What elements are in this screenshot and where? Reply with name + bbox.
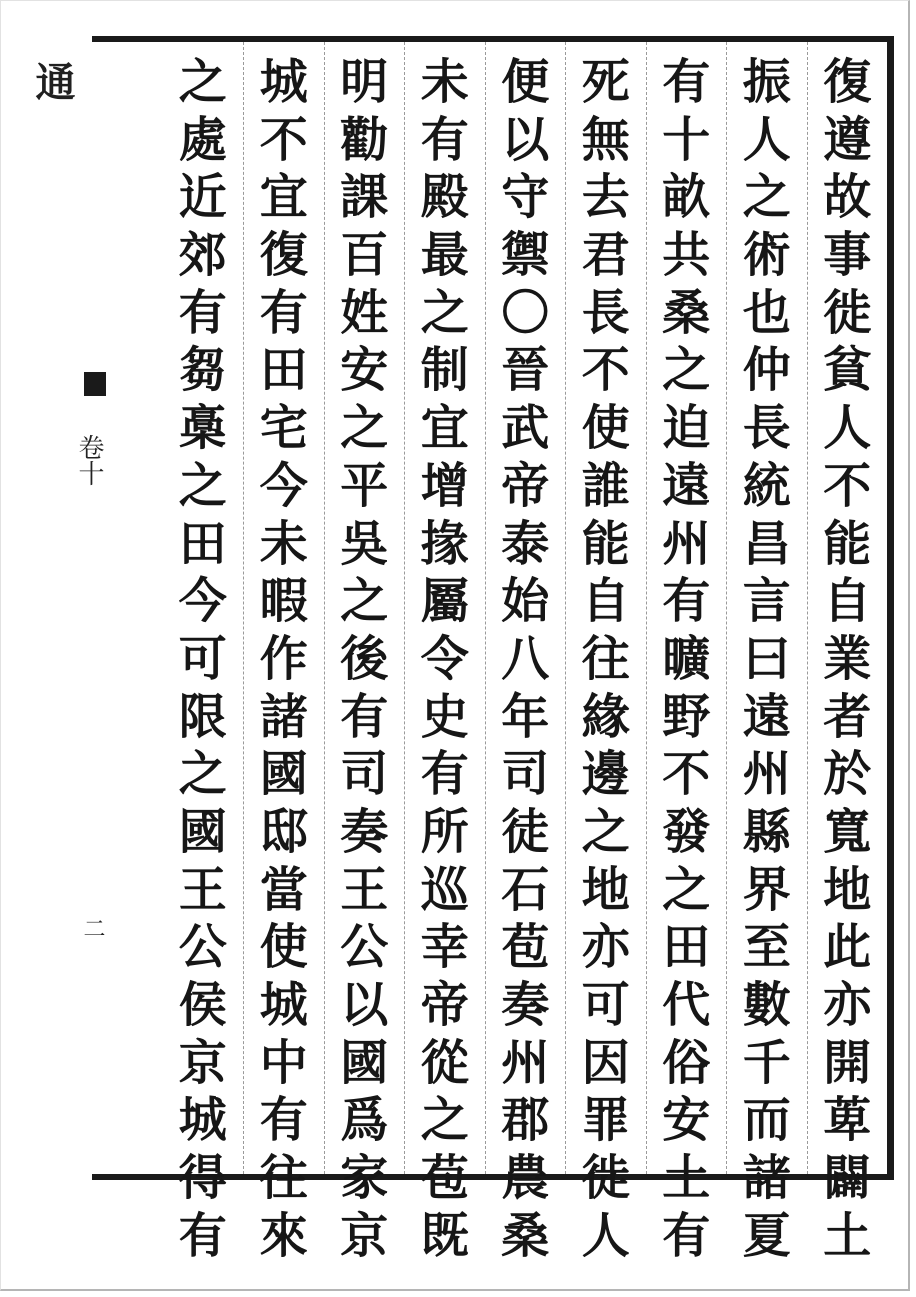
glyph: 之 [178,54,227,110]
glyph: 課 [340,169,389,226]
text-column [726,42,807,1264]
glyph: 作 [259,630,308,687]
glyph: 守 [501,169,550,226]
glyph: 州 [662,515,711,572]
glyph: 有 [420,746,469,803]
glyph: 界 [742,861,791,918]
glyph: 後 [340,630,389,687]
glyph: 增 [420,457,469,514]
glyph: 令 [420,630,469,687]
glyph: 復 [823,54,872,110]
glyph: 奏 [501,977,550,1033]
glyph: 人 [581,1207,630,1264]
glyph: 便 [501,54,550,110]
glyph: 宅 [259,400,308,457]
glyph: 今 [178,573,227,630]
margin-page-number: 二 [80,917,105,939]
glyph: 之 [420,284,469,341]
glyph: 未 [259,515,308,572]
glyph: 無 [581,111,630,168]
glyph: 之 [340,400,389,457]
text-column [485,42,566,1264]
glyph: 也 [742,284,791,341]
text-column [243,42,324,1264]
glyph: 人 [742,111,791,168]
glyph: 州 [742,746,791,803]
glyph: 泰 [501,515,550,572]
glyph: 桑 [501,1207,550,1264]
glyph: 吳 [340,515,389,572]
glyph: 地 [823,861,872,918]
margin-volume-mark: 卷十 [74,434,104,486]
text-column [646,42,727,1264]
glyph: 槀 [178,400,227,457]
glyph: 仲 [742,342,791,399]
glyph: 所 [420,803,469,860]
glyph: 八 [501,630,550,687]
glyph: 罪 [581,1092,630,1149]
glyph: 遠 [662,457,711,514]
glyph: 宜 [420,400,469,457]
glyph: 殿 [420,169,469,226]
glyph: 姓 [340,284,389,341]
glyph: 曠 [662,630,711,687]
glyph: 貧 [823,342,872,399]
glyph: 今 [259,457,308,514]
glyph: 昌 [742,515,791,572]
glyph: 不 [662,746,711,803]
glyph: 既 [420,1207,469,1264]
glyph: 者 [823,688,872,745]
glyph: 振 [742,54,791,110]
glyph: 故 [823,169,872,226]
glyph: 爲 [340,1092,389,1149]
glyph: 之 [581,803,630,860]
glyph: 有 [420,111,469,168]
glyph: 野 [662,688,711,745]
glyph: 自 [823,573,872,630]
glyph: 去 [581,169,630,226]
glyph: 畝 [662,169,711,226]
glyph: 侯 [178,977,227,1033]
glyph: 公 [178,919,227,976]
glyph: 亦 [823,977,872,1033]
glyph: 近 [178,169,227,226]
glyph: 發 [662,803,711,860]
glyph: 術 [742,227,791,284]
glyph: 以 [501,111,550,168]
glyph: 家 [340,1150,389,1207]
glyph: 帝 [501,457,550,514]
glyph: 以 [340,977,389,1033]
glyph: 遠 [742,688,791,745]
glyph: 史 [420,688,469,745]
glyph: 闢 [823,1150,872,1207]
glyph: 幸 [420,919,469,976]
glyph: 統 [742,457,791,514]
glyph: 數 [742,977,791,1033]
glyph: 長 [742,400,791,457]
glyph: 於 [823,746,872,803]
glyph: 〇 [501,284,550,341]
glyph: 苞 [501,919,550,976]
glyph: 俗 [662,1034,711,1091]
glyph: 芻 [178,342,227,399]
glyph: 寬 [823,803,872,860]
glyph: 君 [581,227,630,284]
glyph: 司 [501,746,550,803]
glyph: 平 [340,457,389,514]
glyph: 至 [742,919,791,976]
glyph: 處 [178,111,227,168]
glyph: 王 [340,861,389,918]
glyph: 最 [420,227,469,284]
glyph: 掾 [420,515,469,572]
margin-title: 通 [29,61,76,101]
glyph: 使 [259,919,308,976]
text-block [92,36,894,1264]
glyph: 京 [178,1034,227,1091]
glyph: 徙 [823,284,872,341]
glyph: 之 [662,342,711,399]
glyph: 事 [823,227,872,284]
glyph: 諸 [742,1150,791,1207]
glyph: 萆 [823,1092,872,1149]
glyph: 有 [259,284,308,341]
glyph: 石 [501,861,550,918]
glyph: 可 [178,630,227,687]
glyph: 苞 [420,1150,469,1207]
text-columns [92,42,887,1264]
glyph: 未 [420,54,469,110]
glyph: 中 [259,1034,308,1091]
glyph: 土 [823,1207,872,1264]
glyph: 邊 [581,746,630,803]
glyph: 田 [178,515,227,572]
glyph: 誰 [581,457,630,514]
glyph: 長 [581,284,630,341]
glyph: 能 [581,515,630,572]
glyph: 夏 [742,1207,791,1264]
glyph: 言 [742,573,791,630]
glyph: 限 [178,688,227,745]
glyph: 來 [259,1207,308,1264]
glyph: 禦 [501,227,550,284]
glyph: 復 [259,227,308,284]
glyph: 遵 [823,111,872,168]
glyph: 緣 [581,688,630,745]
glyph: 京 [340,1207,389,1264]
glyph: 曰 [742,630,791,687]
glyph: 城 [259,54,308,110]
glyph: 武 [501,400,550,457]
glyph: 從 [420,1034,469,1091]
text-column [404,42,485,1264]
glyph: 人 [823,400,872,457]
glyph: 之 [178,746,227,803]
glyph: 而 [742,1092,791,1149]
glyph: 晉 [501,342,550,399]
glyph: 共 [662,227,711,284]
glyph: 地 [581,861,630,918]
glyph: 州 [501,1034,550,1091]
glyph: 桑 [662,284,711,341]
glyph: 巡 [420,861,469,918]
glyph: 業 [823,630,872,687]
glyph: 不 [581,342,630,399]
text-column [807,42,888,1264]
glyph: 之 [662,861,711,918]
glyph: 之 [178,457,227,514]
glyph: 土 [662,1150,711,1207]
glyph: 安 [662,1092,711,1149]
glyph: 安 [340,342,389,399]
glyph: 千 [742,1034,791,1091]
glyph: 自 [581,573,630,630]
glyph: 代 [662,977,711,1033]
glyph: 亦 [581,919,630,976]
glyph: 可 [581,977,630,1033]
glyph: 國 [259,746,308,803]
glyph: 有 [259,1092,308,1149]
glyph: 年 [501,688,550,745]
glyph: 郊 [178,227,227,284]
glyph: 有 [662,54,711,110]
text-column [163,42,244,1264]
glyph: 國 [340,1034,389,1091]
glyph: 司 [340,746,389,803]
glyph: 縣 [742,803,791,860]
glyph: 公 [340,919,389,976]
glyph: 有 [178,1207,227,1264]
glyph: 往 [259,1150,308,1207]
glyph: 徒 [501,803,550,860]
glyph: 宜 [259,169,308,226]
glyph: 城 [259,977,308,1033]
glyph: 有 [662,1207,711,1264]
glyph: 十 [662,111,711,168]
glyph: 始 [501,573,550,630]
glyph: 王 [178,861,227,918]
glyph: 使 [581,400,630,457]
glyph: 帝 [420,977,469,1033]
glyph: 田 [662,919,711,976]
glyph: 之 [420,1092,469,1149]
glyph: 奏 [340,803,389,860]
glyph: 明 [340,54,389,110]
glyph: 得 [178,1150,227,1207]
glyph: 有 [340,688,389,745]
glyph: 此 [823,919,872,976]
glyph: 百 [340,227,389,284]
glyph: 有 [178,284,227,341]
glyph: 諸 [259,688,308,745]
glyph: 勸 [340,111,389,168]
glyph: 往 [581,630,630,687]
glyph: 國 [178,803,227,860]
glyph: 迫 [662,400,711,457]
glyph: 不 [259,111,308,168]
glyph: 田 [259,342,308,399]
glyph: 制 [420,342,469,399]
glyph: 邸 [259,803,308,860]
glyph: 之 [340,573,389,630]
glyph: 當 [259,861,308,918]
glyph: 農 [501,1150,550,1207]
glyph: 有 [662,573,711,630]
glyph: 能 [823,515,872,572]
glyph: 開 [823,1034,872,1091]
glyph: 因 [581,1034,630,1091]
glyph: 不 [823,457,872,514]
glyph: 屬 [420,573,469,630]
text-column [565,42,646,1264]
glyph: 郡 [501,1092,550,1149]
glyph: 徙 [581,1150,630,1207]
glyph: 死 [581,54,630,110]
glyph: 之 [742,169,791,226]
glyph: 暇 [259,573,308,630]
glyph: 城 [178,1092,227,1149]
text-column [324,42,405,1264]
